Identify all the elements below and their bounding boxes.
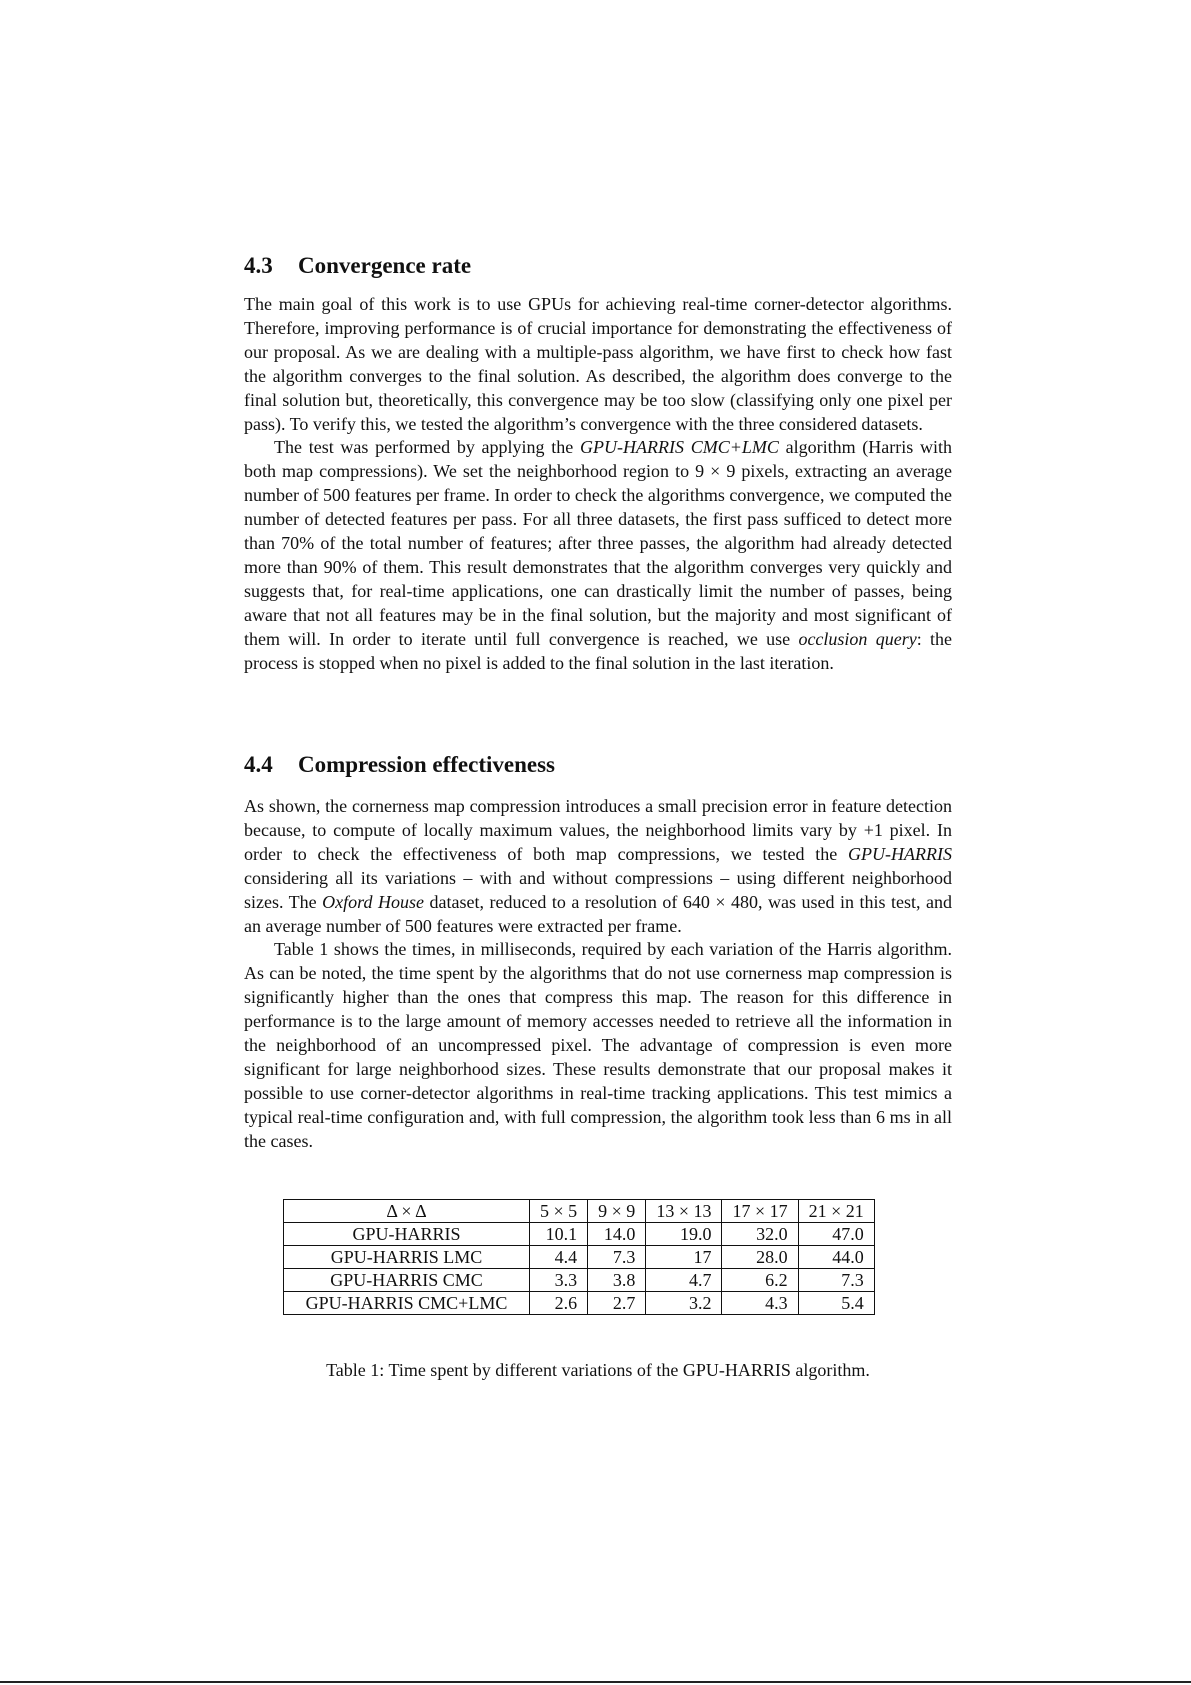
- section-title: Compression effectiveness: [298, 752, 555, 777]
- table-cell: 7.3: [798, 1269, 874, 1292]
- page-bottom-rule: [0, 1681, 1191, 1683]
- column-header: 21 × 21: [798, 1200, 874, 1223]
- table-cell: 44.0: [798, 1246, 874, 1269]
- paragraph-text: considering all its variations – with and without compressions – using different neighborhood sizes. The: [244, 867, 952, 912]
- table-cell: 5.4: [798, 1292, 874, 1315]
- paragraph-text: The main goal of this work is to use GPUs for achieving real-time corner-detector algorithms. Therefore, improving performance is of crucial importance for demonstrating the effectiveness of our proposal. As we are dealing with a multiple-pass algorithm, we have first to check how fast the algorithm converges to the final solution. As described, the algorithm does converge to the final solution but, theoretically, this convergence may be too slow (classifying only one pixel per pass). To verify this, we tested the algorithm’s convergence with the three considered datasets.: [244, 294, 952, 434]
- section-4-3: [244, 252, 952, 676]
- table-cell: 32.0: [722, 1223, 798, 1246]
- table-cell: 4.7: [646, 1269, 722, 1292]
- row-label: GPU-HARRIS: [284, 1223, 530, 1246]
- table-cell: 4.4: [530, 1246, 588, 1269]
- table-cell: 14.0: [588, 1223, 646, 1246]
- table-cell: 2.6: [530, 1292, 588, 1315]
- table-row: [284, 1292, 875, 1315]
- row-label: GPU-HARRIS CMC: [284, 1269, 530, 1292]
- paragraph-text: algorithm (Harris with both map compressions). We set the neighborhood region to 9 × 9 pixels, extracting an average number of 500 features per frame. In order to check the algorithms convergence, we computed the number of detected features per pass. For all three datasets, the first pass sufficed to detect more than 70% of the total number of features; after three passes, the algorithm had already detected more than 90% of them. This result demonstrates that the algorithm converges very quickly and suggests that, for real-time applications, one can drastically limit the number of passes, being aware that not all features may be in the final solution, but the majority and most significant of them will. In order to iterate until full convergence is reached, we use: [244, 437, 952, 649]
- paragraph-text: dataset, reduced to a resolution of 640 × 480, was used in this test, and an average number of 500 features were extracted per frame.: [244, 891, 953, 936]
- table-cell: 4.3: [722, 1292, 798, 1315]
- column-header: 5 × 5: [530, 1200, 588, 1223]
- section-heading: [244, 751, 952, 779]
- table-cell: 6.2: [722, 1269, 798, 1292]
- paragraph-text: : the process is stopped when no pixel is added to the final solution in the last iteration.: [244, 628, 953, 673]
- paragraph: [244, 436, 952, 675]
- algorithm-name: GPU-HARRIS CMC+LMC: [580, 437, 779, 458]
- column-header: 17 × 17: [722, 1200, 798, 1223]
- table-cell: 3.2: [646, 1292, 722, 1315]
- algorithm-name: GPU-HARRIS: [848, 843, 952, 864]
- table-cell: 3.3: [530, 1269, 588, 1292]
- table-cell: 28.0: [722, 1246, 798, 1269]
- column-header: Δ × Δ: [284, 1200, 530, 1223]
- results-table: [283, 1199, 875, 1315]
- paragraph-text: Table 1 shows the times, in milliseconds, required by each variation of the Harris algorithm. As can be noted, the time spent by the algorithms that do not use cornerness map compression is significantly higher than the ones that compress this map. The reason for this difference in performance is to the large amount of memory accesses needed to retrieve all the information in the neighborhood of an uncompressed pixel. The advantage of compression is even more significant for large neighborhood sizes. These results demonstrate that our proposal makes it possible to use corner-detector algorithms in real-time tracking applications. This test mimics a typical real-time configuration and, with full compression, the algorithm took less than 6 ms in all the cases.: [244, 939, 952, 1151]
- paragraph-text: The test was performed by applying the: [274, 437, 580, 458]
- section-number: 4.3: [244, 253, 273, 278]
- row-label: GPU-HARRIS LMC: [284, 1246, 530, 1269]
- paragraph: [244, 293, 952, 436]
- table-row: [284, 1223, 875, 1246]
- emphasis-term: occlusion query: [798, 628, 917, 649]
- paragraph: [244, 795, 952, 938]
- paragraph-text: As shown, the cornerness map compression introduces a small precision error in feature detection because, to compute of locally maximum values, the neighborhood limits vary by +1 pixel. In order to check the effectiveness of both map compressions, we tested the: [244, 796, 952, 864]
- column-header: 13 × 13: [646, 1200, 722, 1223]
- table-row: [284, 1246, 875, 1269]
- table-cell: 3.8: [588, 1269, 646, 1292]
- section-number: 4.4: [244, 752, 273, 777]
- table-cell: 10.1: [530, 1223, 588, 1246]
- table-cell: 19.0: [646, 1223, 722, 1246]
- table-header-row: [284, 1200, 875, 1223]
- table-row: [284, 1269, 875, 1292]
- section-4-4: [244, 751, 952, 1154]
- row-label: GPU-HARRIS CMC+LMC: [284, 1292, 530, 1315]
- dataset-name: Oxford House: [322, 891, 424, 912]
- column-header: 9 × 9: [588, 1200, 646, 1223]
- table-cell: 17: [646, 1246, 722, 1269]
- section-heading: [244, 252, 952, 280]
- paragraph: [244, 938, 952, 1153]
- table-cell: 7.3: [588, 1246, 646, 1269]
- table-cell: 47.0: [798, 1223, 874, 1246]
- table-caption: Table 1: Time spent by different variations of the GPU-HARRIS algorithm.: [326, 1360, 870, 1380]
- table-cell: 2.7: [588, 1292, 646, 1315]
- section-title: Convergence rate: [298, 253, 472, 278]
